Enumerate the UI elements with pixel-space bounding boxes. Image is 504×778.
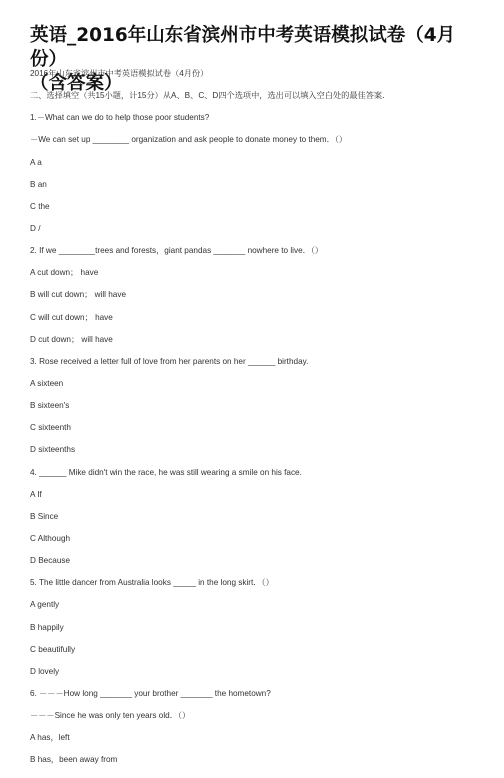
option-line: C Although	[30, 533, 71, 543]
option-line: D cut down； will have	[30, 334, 113, 344]
option-line: A sixteen	[30, 378, 64, 388]
question-line: 2. If we ________trees and forests，giant pandas _______ nowhere to live．（）	[30, 246, 324, 256]
option-line: A If	[30, 489, 42, 499]
option-line: A a	[30, 157, 42, 167]
option-line: B Since	[30, 511, 59, 521]
question-line: 1.－What can we do to help those poor students?	[30, 113, 210, 123]
option-line: D lovely	[30, 666, 60, 676]
question-line: －－－Since he was only ten years old．（）	[30, 711, 191, 721]
option-line: B sixteen's	[30, 401, 70, 411]
option-line: C the	[30, 201, 50, 211]
document-body	[30, 69, 490, 778]
title-line-2: （含答案）	[30, 73, 123, 94]
option-line: A gently	[30, 600, 60, 610]
option-line: C will cut down； have	[30, 312, 113, 322]
option-line: B will cut down； will have	[30, 290, 127, 300]
question-line: －We can set up ________ organization and ask people to donate money to them．（）	[30, 135, 348, 145]
option-line: D /	[30, 223, 41, 233]
option-line: B happily	[30, 622, 64, 632]
option-line: C sixteenth	[30, 423, 71, 433]
option-line: D Because	[30, 556, 71, 566]
option-line: A has，left	[30, 733, 70, 743]
option-line: C beautifully	[30, 644, 76, 654]
title-line-1: 英语_2016年山东省滨州市中考英语模拟试卷（4月份）	[30, 25, 456, 70]
option-line: B an	[30, 179, 47, 189]
subtitle-line: 2016年山东省滨州市中考英语模拟试卷（4月份）	[30, 69, 209, 78]
option-line: D sixteenths	[30, 445, 76, 455]
option-line: A cut down； have	[30, 268, 99, 278]
option-line: B has，been away from	[30, 755, 118, 765]
question-line: 3. Rose received a letter full of love from her parents on her ______ birthday.	[30, 356, 309, 366]
question-line: 4. ______ Mike didn't win the race, he was still wearing a smile on his face.	[30, 467, 302, 477]
section-instruction: 二、选择填空（共15小题，计15分）从A、B、C、D四个选项中，选出可以填入空白处的最佳答案．	[30, 91, 391, 101]
question-line: 5. The little dancer from Australia looks _____ in the long skirt．（）	[30, 578, 274, 588]
question-line: 6. －－－How long _______ your brother _______ the hometown?	[30, 688, 271, 698]
